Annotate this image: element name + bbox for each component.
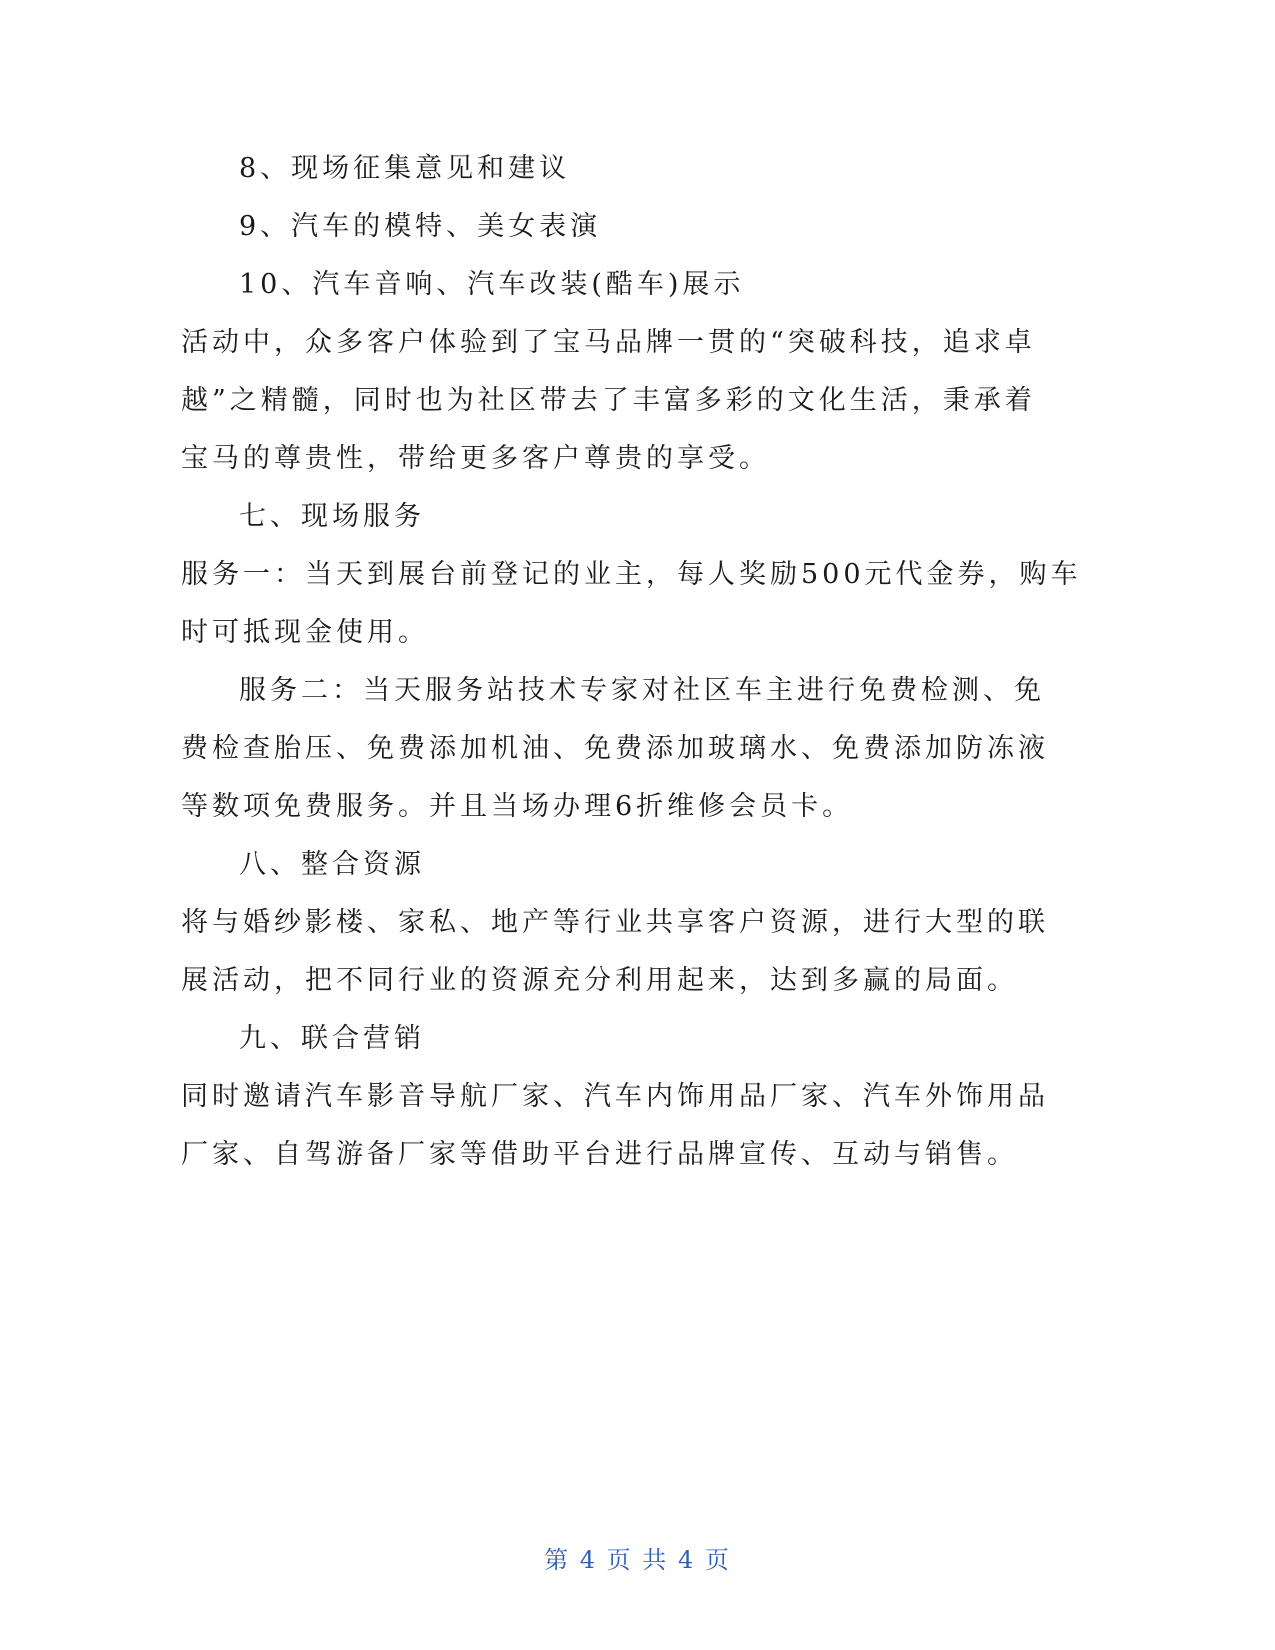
paragraph-line: 服务二：当天服务站技术专家对社区车主进行免费检测、免	[239, 675, 1045, 706]
paragraph-line: 服务一：当天到展台前登记的业主，每人奖励500元代金券，购车	[181, 559, 1082, 590]
section-heading-7: 七、现场服务	[239, 501, 425, 532]
paragraph-line: 活动中，众多客户体验到了宝马品牌一贯的“突破科技，追求卓	[181, 327, 1036, 358]
document-body	[181, 140, 1082, 1184]
paragraph-line: 宝马的尊贵性，带给更多客户尊贵的享受。	[181, 443, 770, 474]
list-item-8: 8、现场征集意见和建议	[239, 153, 571, 184]
paragraph-line: 等数项免费服务。并且当场办理6折维修会员卡。	[181, 791, 854, 822]
section-heading-8: 八、整合资源	[239, 849, 425, 880]
paragraph-line: 越”之精髓，同时也为社区带去了丰富多彩的文化生活，秉承着	[181, 385, 1036, 416]
list-item-9: 9、汽车的模特、美女表演	[239, 211, 602, 242]
list-item-10: 10、汽车音响、汽车改装(酷车)展示	[239, 269, 745, 300]
paragraph-line: 费检查胎压、免费添加机油、免费添加玻璃水、免费添加防冻液	[181, 733, 1049, 764]
paragraph-line: 同时邀请汽车影音导航厂家、汽车内饰用品厂家、汽车外饰用品	[181, 1081, 1049, 1112]
paragraph-line: 将与婚纱影楼、家私、地产等行业共享客户资源，进行大型的联	[181, 907, 1049, 938]
section-heading-9: 九、联合营销	[239, 1023, 425, 1054]
paragraph-line: 厂家、自驾游备厂家等借助平台进行品牌宣传、互动与销售。	[181, 1139, 1018, 1170]
page-number-footer: 第 4 页 共 4 页	[544, 1546, 731, 1574]
paragraph-line: 时可抵现金使用。	[181, 617, 429, 648]
paragraph-line: 展活动，把不同行业的资源充分利用起来，达到多赢的局面。	[181, 965, 1018, 996]
